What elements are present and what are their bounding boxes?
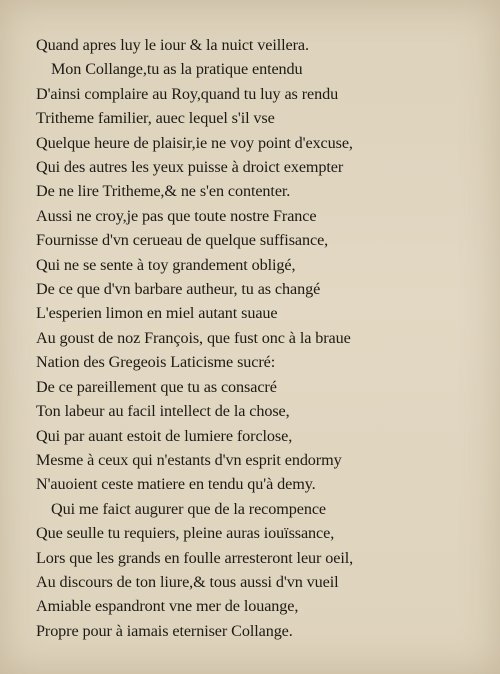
poem-line: Propre pour à iamais eterniser Collange. <box>36 621 293 640</box>
poem-line: Quelque heure de plaisir,ie ne voy point d'excuse, <box>36 133 353 152</box>
poem-line: Aussi ne croy,je pas que toute nostre France <box>36 206 317 225</box>
poem-line: Mesme à ceux qui n'estants d'vn esprit endormy <box>36 450 342 469</box>
poem-line: N'auoient ceste matiere en tendu qu'à demy. <box>36 475 316 494</box>
poem-line: Qui me faict augurer que de la recompence <box>51 499 326 518</box>
poem-line: Tritheme familier, auec lequel s'il vse <box>36 109 275 128</box>
poem-line: Que seulle tu requiers, pleine auras iouïssance, <box>36 524 335 543</box>
poem-line: L'esperien limon en miel autant suaue <box>36 304 278 323</box>
poem-line: Quand apres luy le iour & la nuict veillera. <box>36 36 309 54</box>
poem-line: Qui des autres les yeux puisse à droict exempter <box>36 158 344 177</box>
show-through-text <box>352 30 482 590</box>
poem-line: De ce pareillement que tu as consacré <box>36 377 277 396</box>
poem-line: Mon Collange,tu as la pratique entendu <box>51 60 303 79</box>
poem-line: De ce que d'vn barbare autheur, tu as changé <box>36 280 321 299</box>
poem-line: Qui par auant estoit de lumiere forclose, <box>36 426 293 445</box>
poem-line: Au discours de ton liure,& tous aussi d'vn vueil <box>36 572 339 591</box>
poem-line: Fournisse d'vn cerueau de quelque suffisance, <box>36 231 329 250</box>
poem-line: Nation des Gregeois Laticisme sucré: <box>36 353 276 372</box>
poem-line: Ton labeur au facil intellect de la chose, <box>36 402 290 421</box>
poem-line: Qui ne se sente à toy grandement obligé, <box>36 255 296 274</box>
poem-line: Au goust de noz François, que fust onc à la braue <box>36 328 351 347</box>
poem-line: Lors que les grands en foulle arresteront leur oeil, <box>36 548 354 567</box>
poem-line: De ne lire Tritheme,& ne s'en contenter. <box>36 182 291 201</box>
poem-line: D'ainsi complaire au Roy,quand tu luy as rendu <box>36 84 339 103</box>
poem-line: Amiable espandront vne mer de louange, <box>36 597 299 616</box>
poem-text <box>36 33 353 643</box>
